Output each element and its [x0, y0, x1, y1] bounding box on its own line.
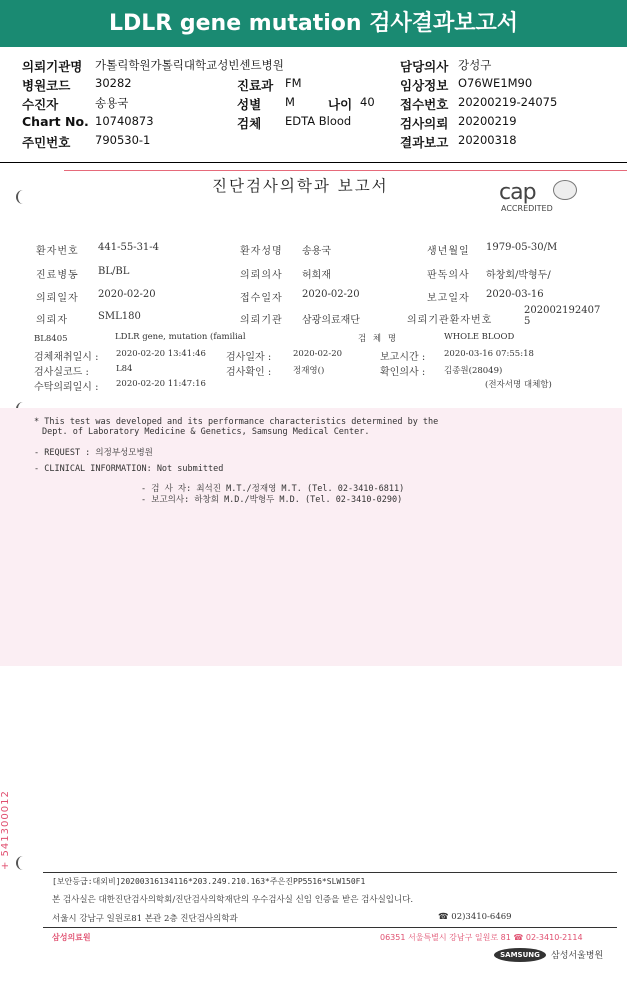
- info-divider: [0, 162, 627, 163]
- chart-label: Chart No.: [22, 114, 89, 129]
- footer-rule-top: [43, 872, 617, 873]
- resident-value: 790530-1: [95, 133, 151, 147]
- note-line-1: * This test was developed and its performance characteristics determined by the: [34, 417, 439, 427]
- hospital-code-value: 30282: [95, 76, 132, 90]
- reporter-line: - 보고의사: 하창회 M.D./박형두 M.D. (Tel. 02-3410-0290): [141, 495, 403, 505]
- test-date-label: 검사일자 :: [226, 352, 272, 363]
- ward-label: 진료병동: [36, 270, 79, 281]
- age-label: 나이: [328, 97, 353, 112]
- note-line-2: Dept. of Laboratory Medicine & Genetics, Samsung Medical Center.: [42, 427, 370, 437]
- req-inst: 삼광의료재단: [302, 315, 360, 326]
- report-time-label: 보고시간 :: [380, 352, 426, 363]
- phone-line: ☎ 02)3410-6469: [438, 912, 512, 922]
- report-time: 2020-03-16 07:55:18: [444, 349, 534, 359]
- sex-value: M: [285, 95, 295, 109]
- accredit-line: 본 검사실은 대한진단검사의학회/진단검사의학재단의 우수검사실 신임 인증을 받은 검사실입니다.: [52, 895, 414, 905]
- report-date-label: 결과보고: [400, 135, 449, 150]
- bottom-address: 06351 서울특별시 강남구 일원로 81 ☎ 02-3410-2114: [380, 933, 583, 942]
- dept-value: FM: [285, 76, 302, 90]
- clinical-info-value: O76WE1M90: [458, 76, 533, 90]
- hospital-mark: 삼성의료원: [52, 933, 91, 942]
- receipt-no-label: 접수번호: [400, 97, 449, 112]
- req-patient-no-label: 의뢰기관환자번호: [407, 315, 493, 326]
- request-line: - REQUEST : 의정부성모병원: [34, 448, 153, 458]
- req-date: 2020-02-20: [98, 289, 156, 300]
- confirm: 정재영(): [293, 366, 325, 376]
- specimen-label: 검체: [237, 116, 262, 131]
- requester: SML180: [98, 311, 141, 322]
- receipt-no-value: 20200219-24075: [458, 95, 558, 109]
- report-date-label: 보고일자: [427, 293, 470, 304]
- confirm-doctor: 김종원(28049): [444, 366, 503, 376]
- req-doctor: 허희재: [302, 270, 331, 281]
- confirm-doctor-label: 확인의사 :: [380, 367, 426, 378]
- chart-value: 10740873: [95, 114, 154, 128]
- test-name: LDLR gene, mutation (familial: [115, 332, 246, 342]
- req-doctor-label: 의뢰의사: [240, 270, 283, 281]
- requester-label: 의뢰자: [36, 315, 68, 326]
- collect: 2020-02-20 13:41:46: [116, 349, 206, 359]
- receipt-date: 2020-02-20: [302, 289, 360, 300]
- security-line: [보안등급:대외비]20200316134116*203.249.210.163*주은진PP5516*SLW150F1: [52, 877, 366, 886]
- ward: BL/BL: [98, 266, 130, 277]
- footer-rule-bottom: [43, 927, 617, 928]
- receive-label: 수탁의뢰일시 :: [34, 382, 99, 393]
- lab-report-title: 진단검사의학과 보고서: [212, 177, 389, 195]
- specimen-name: WHOLE BLOOD: [444, 332, 515, 342]
- clinical-line: - CLINICAL INFORMATION: Not submitted: [34, 464, 224, 474]
- cap-badge-icon: [553, 180, 577, 200]
- specimen-name-label: 검 체 명: [358, 334, 399, 344]
- req-inst-label: 의뢰기관: [240, 315, 283, 326]
- patient-value: 송용국: [95, 96, 129, 110]
- vertical-barcode-number: + 541300012: [0, 790, 11, 870]
- collect-label: 검체채취일시 :: [34, 352, 99, 363]
- patient-no-label: 환자번호: [36, 246, 79, 257]
- patient-name-label: 환자성명: [240, 246, 283, 257]
- address-line: 서울시 강남구 일원로81 본관 2층 진단검사의학과: [52, 914, 238, 924]
- tester-line: - 검 사 자: 최석진 M.T./정재영 M.T. (Tel. 02-3410-6811): [141, 484, 405, 494]
- doctor-value: 강성구: [458, 58, 492, 72]
- institution-label: 의뢰기관명: [22, 59, 83, 74]
- smc-name: 삼성서울병원: [551, 951, 604, 961]
- cap-accredited: ACCREDITED: [501, 204, 553, 213]
- room-code: L84: [116, 364, 133, 374]
- request-info-panel: [0, 50, 627, 162]
- receive: 2020-02-20 11:47:16: [116, 379, 206, 389]
- patient-label: 수진자: [22, 97, 59, 112]
- confirm-label: 검사확인 :: [226, 367, 272, 378]
- report-date-value: 20200318: [458, 133, 517, 147]
- sex-label: 성별: [237, 97, 262, 112]
- req-patient-no-1: 202002192407: [524, 305, 601, 316]
- room-code-label: 검사실코드 :: [34, 367, 89, 378]
- institution-value: 가톨릭학원가톨릭대학교성빈센트병원: [95, 58, 284, 72]
- result-section: [0, 408, 622, 666]
- birth-label: 생년월일: [427, 246, 470, 257]
- test-code: BL8405: [34, 334, 68, 344]
- samsung-logo: SAMSUNG: [494, 948, 546, 962]
- report-title: LDLR gene mutation 검사결과보고서: [0, 0, 627, 47]
- binder-hole-icon: [16, 856, 26, 870]
- cap-logo: cap: [499, 180, 536, 205]
- request-date-value: 20200219: [458, 114, 517, 128]
- clinical-info-label: 임상정보: [400, 78, 449, 93]
- doctor-label: 담당의사: [400, 59, 449, 74]
- receipt-date-label: 접수일자: [240, 293, 283, 304]
- top-pink-rule: [64, 170, 627, 171]
- test-date: 2020-02-20: [293, 349, 343, 359]
- patient-name: 송용국: [302, 246, 331, 257]
- birth: 1979-05-30/M: [486, 242, 558, 253]
- request-date-label: 검사의뢰: [400, 116, 449, 131]
- specimen-value: EDTA Blood: [285, 114, 352, 128]
- resident-label: 주민번호: [22, 135, 71, 150]
- age-value: 40: [360, 95, 375, 109]
- patient-no: 441-55-31-4: [98, 242, 160, 253]
- report-date: 2020-03-16: [486, 289, 544, 300]
- dept-label: 진료과: [237, 78, 274, 93]
- reading-doctor: 하창회/박형두/: [486, 270, 551, 281]
- req-patient-no-2: 5: [524, 316, 531, 327]
- reading-doctor-label: 판독의사: [427, 270, 470, 281]
- req-date-label: 의뢰일자: [36, 293, 79, 304]
- esign: (전자서명 대체함): [485, 380, 552, 390]
- hospital-code-label: 병원코드: [22, 78, 71, 93]
- binder-hole-icon: [16, 190, 26, 204]
